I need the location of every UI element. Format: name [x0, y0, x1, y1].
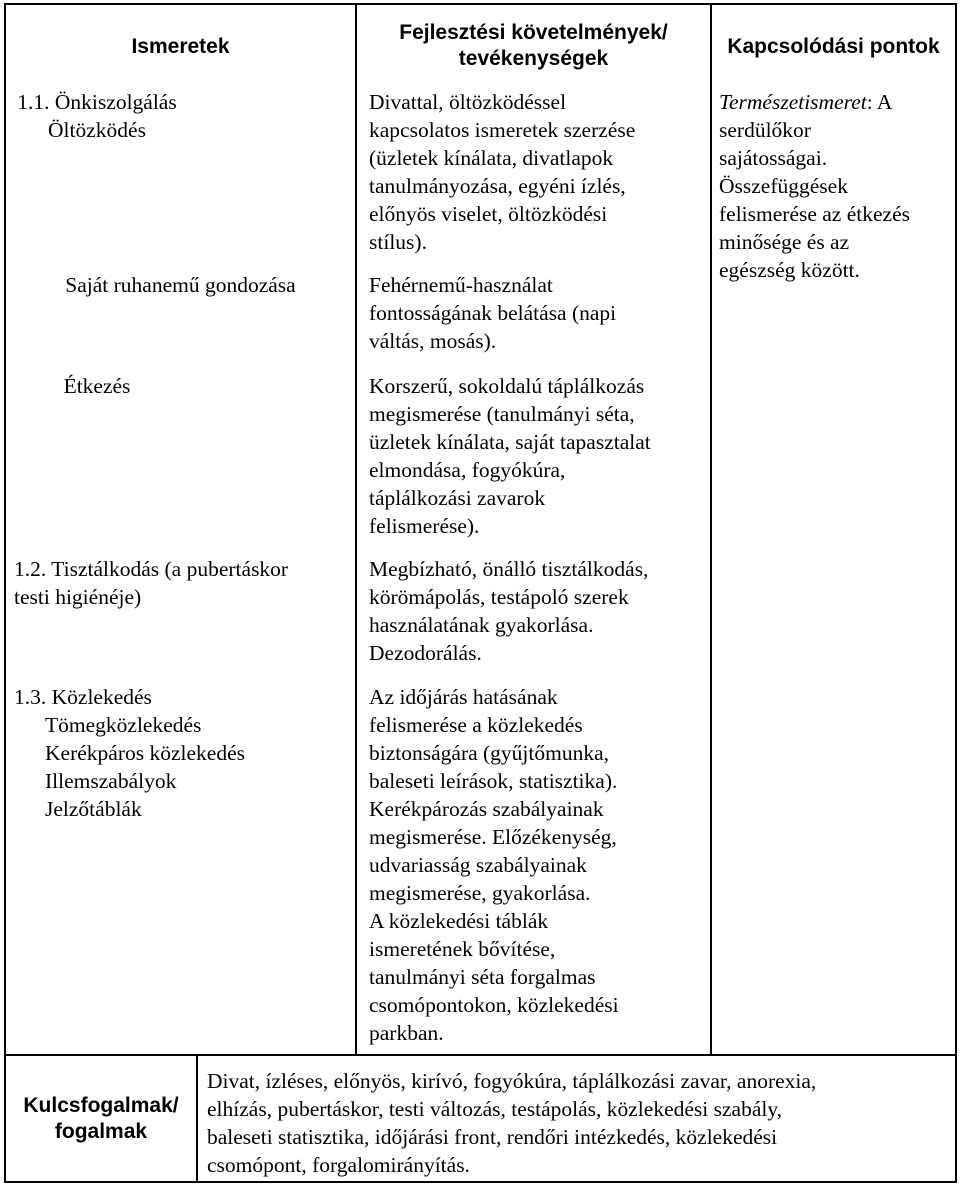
table-border-top	[4, 3, 957, 5]
topic1-title: 1.1. Önkiszolgálás	[17, 90, 177, 114]
activity-p2-line: váltás, mosás).	[369, 329, 497, 353]
keywords-line: Divat, ízléses, előnyös, kirívó, fogyókúra, táplálkozási zavar, anorexia,	[207, 1069, 817, 1093]
activity-p5-line: tanulmányi séta forgalmas	[369, 965, 596, 989]
activity-p1-line: kapcsolatos ismeretek szerzése	[369, 118, 636, 142]
activity-p5-line: biztonságára (gyűjtőmunka,	[369, 741, 610, 765]
connection-term-tail: : A	[866, 90, 893, 114]
header-fejlesztesi-line2: tevékenységek	[458, 47, 609, 70]
topic1-item-ruhanemu: Saját ruhanemű gondozása	[65, 273, 296, 297]
keywords-line: elhízás, pubertáskor, testi változás, testápolás, közlekedési szabály,	[207, 1097, 783, 1121]
activity-p5-line: A közlekedési táblák	[369, 909, 549, 933]
topic3-title: 1.3. Közlekedés	[14, 685, 152, 709]
activity-p1-line: stílus).	[369, 230, 427, 254]
connection-term: Természetismeret	[719, 90, 867, 114]
footer-divider-horizontal	[4, 1054, 957, 1056]
topic1-item-etkezes: Étkezés	[63, 374, 131, 398]
activity-p3-line: táplálkozási zavarok	[369, 486, 546, 510]
header-fejlesztesi-line1: Fejlesztési követelmények/	[399, 21, 668, 44]
header-ismeretek: Ismeretek	[131, 35, 230, 58]
table-border-right	[955, 3, 957, 1183]
activity-p1-line: Divattal, öltözködéssel	[369, 90, 567, 114]
activity-p3-line: elmondása, fogyókúra,	[369, 458, 566, 482]
activity-p4-line: Megbízható, önálló tisztálkodás,	[369, 557, 649, 581]
keywords-line: baleseti statisztika, időjárási front, rendőri intézkedés, közlekedési	[207, 1125, 778, 1149]
connection-line: sajátosságai.	[719, 146, 828, 170]
activity-p2-line: Fehérnemű-használat	[369, 273, 553, 297]
connection-first-line	[719, 89, 955, 117]
activity-p5-line: baleseti leírások, statisztika).	[369, 769, 618, 793]
activity-p5-line: parkban.	[369, 1021, 444, 1045]
activity-p5-line: megismerése. Előzékenység,	[369, 825, 617, 849]
topic2-line2: testi higiénéje)	[14, 585, 142, 609]
activity-p3-line: Korszerű, sokoldalú táplálkozás	[369, 374, 645, 398]
activity-p4-line: körömápolás, testápoló szerek	[369, 585, 629, 609]
activity-p5-line: udvariasság szabályainak	[369, 853, 587, 877]
topic1-subtitle: Öltözködés	[48, 118, 146, 142]
connection-line: Összefüggések	[719, 174, 848, 198]
connection-line: minősége és az	[719, 230, 850, 254]
activity-p2-line: fontosságának belátása (napi	[369, 301, 617, 325]
activity-p5-line: csomópontokon, közlekedési	[369, 993, 619, 1017]
connection-line: egészség között.	[719, 258, 860, 282]
table-border-bottom	[4, 1181, 957, 1183]
table-border-left	[4, 3, 6, 1183]
activity-p5-line: felismerése a közlekedés	[369, 713, 583, 737]
activity-p5-line: megismerése, gyakorlása.	[369, 881, 591, 905]
activity-p4-line: használatának gyakorlása.	[369, 613, 594, 637]
activity-p4-line: Dezodorálás.	[369, 641, 482, 665]
footer-label-line2: fogalmak	[54, 1120, 148, 1143]
topic3-item: Tömegközlekedés	[45, 713, 202, 737]
activity-p1-line: (üzletek kínálata, divatlapok	[369, 146, 614, 170]
activity-p5-line: ismeretének bővítése,	[369, 937, 556, 961]
activity-p5-line: Kerékpározás szabályainak	[369, 797, 604, 821]
topic3-item: Jelzőtáblák	[45, 797, 142, 821]
column-divider-1	[355, 3, 357, 1055]
connection-line: felismerése az étkezés	[719, 202, 910, 226]
topic2-line1: 1.2. Tisztálkodás (a pubertáskor	[14, 557, 289, 581]
activity-p3-line: megismerése (tanulmányi séta,	[369, 402, 635, 426]
activity-p3-line: felismerése).	[369, 514, 480, 538]
activity-p1-line: előnyös viselet, öltözködési	[369, 202, 608, 226]
footer-label-line1: Kulcsfogalmak/	[23, 1094, 179, 1117]
column-divider-2	[710, 3, 712, 1055]
keywords-line: csomópont, forgalomirányítás.	[207, 1153, 470, 1177]
topic3-item: Illemszabályok	[45, 769, 177, 793]
activity-p3-line: üzletek kínálata, saját tapasztalat	[369, 430, 651, 454]
header-kapcsolodasi: Kapcsolódási pontok	[727, 35, 940, 58]
connection-line: serdülőkor	[719, 118, 811, 142]
topic3-item: Kerékpáros közlekedés	[45, 741, 245, 765]
footer-divider-vertical	[196, 1054, 198, 1183]
activity-p1-line: tanulmányozása, egyéni ízlés,	[369, 174, 626, 198]
activity-p5-line: Az időjárás hatásának	[369, 685, 558, 709]
